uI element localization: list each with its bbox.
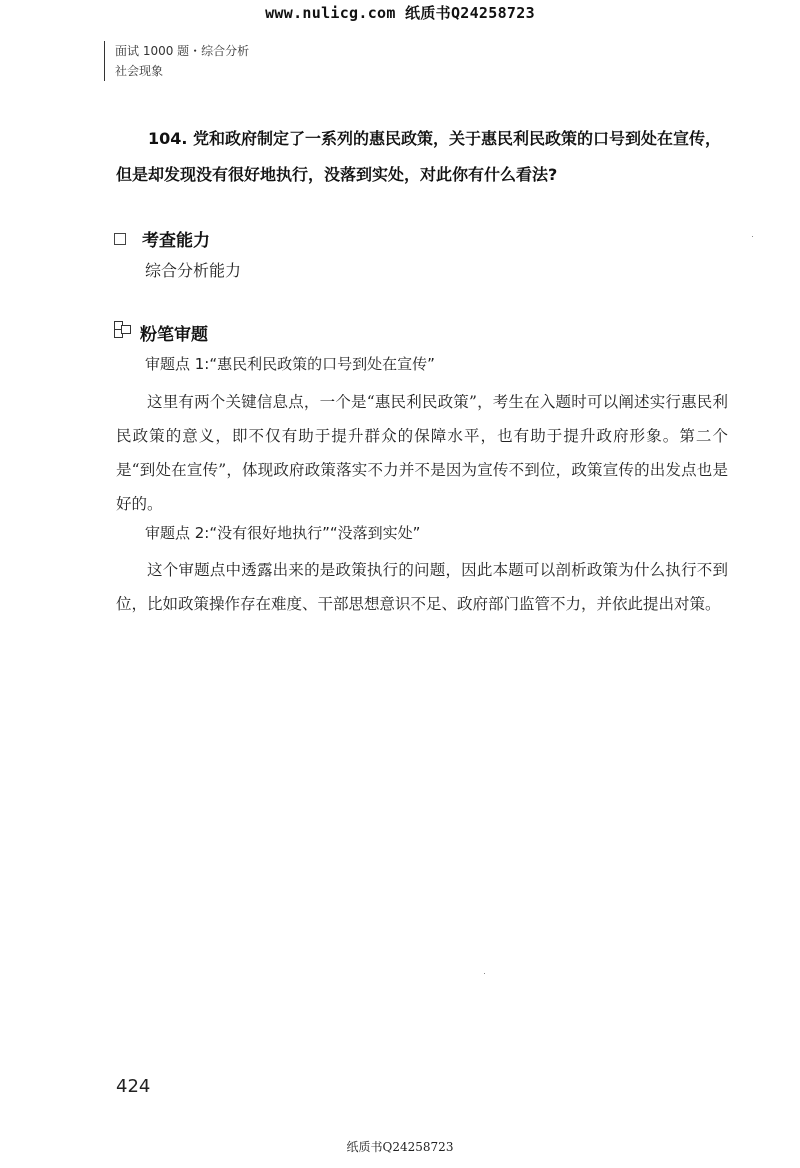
section-heading-label: 粉笔审题 <box>140 325 208 345</box>
section-heading-review <box>114 320 208 345</box>
watermark-top: www.nulicg.com 纸质书Q24258723 <box>265 4 535 22</box>
running-head <box>104 41 249 81</box>
review-point-1-text: 这里有两个关键信息点，一个是“惠民利民政策”，考生在入题时可以阐述实行惠民利民政策的意义，即不仅有助于提升群众的保障水平，也有助于提升政府形象。第二个是“到处在宣传”，体现政府政策落实不力并不是因为宣传不到位，政策宣传的出发点也是好的。 <box>116 393 728 513</box>
section-heading-ability <box>114 226 210 251</box>
book-title: 面试 1000 题・综合分析 <box>115 44 250 58</box>
scan-speck <box>484 973 485 974</box>
ability-content: 综合分析能力 <box>145 261 242 280</box>
section-heading-label: 考查能力 <box>142 231 210 251</box>
page-number: 424 <box>116 1076 151 1097</box>
review-point-2-text: 这个审题点中透露出来的是政策执行的问题，因此本题可以剖析政策为什么执行不到位，比如政策操作存在难度、干部思想意识不足、政府部门监管不力，并依此提出对策。 <box>116 561 728 613</box>
puzzle-icon <box>114 321 130 345</box>
watermark-bottom: 纸质书Q24258723 <box>346 1140 454 1154</box>
question-text: 104. 党和政府制定了一系列的惠民政策，关于惠民利民政策的口号到处在宣传，但是却发现没有很好地执行，没落到实处，对此你有什么看法? <box>116 129 722 184</box>
square-bullet-icon <box>114 233 126 245</box>
chapter-title: 社会现象 <box>115 64 164 78</box>
review-point-2-title: 审题点 2:“没有很好地执行”“没落到实处” <box>145 524 421 542</box>
review-point-1-title: 审题点 1:“惠民利民政策的口号到处在宣传” <box>145 355 435 373</box>
scan-speck <box>752 236 753 237</box>
